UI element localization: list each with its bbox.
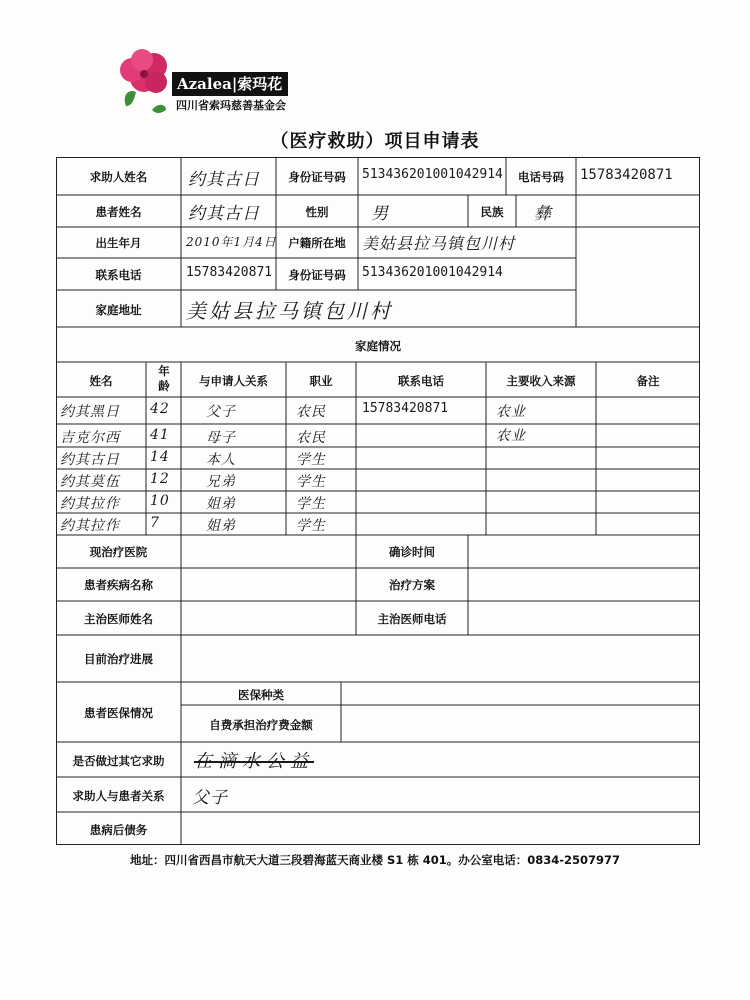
label-insurance-type: 医保种类 xyxy=(238,688,284,702)
label-progress: 目前治疗进展 xyxy=(84,652,153,666)
family-relation[interactable]: 姐弟 xyxy=(206,496,236,512)
family-name[interactable]: 吉克尔西 xyxy=(60,430,120,446)
form-title: （医疗救助）项目申请表 xyxy=(270,131,480,152)
family-age[interactable]: 42 xyxy=(150,401,170,417)
label-insurance: 患者医保情况 xyxy=(84,706,153,720)
label-doctor-name: 主治医师姓名 xyxy=(84,612,153,626)
family-name[interactable]: 约其古日 xyxy=(60,452,120,468)
label-disease-name: 患者疾病名称 xyxy=(84,578,153,592)
family-relation[interactable]: 母子 xyxy=(206,430,236,446)
label-household: 户籍所在地 xyxy=(288,236,346,250)
other-help-value[interactable]: 在滴水公益 xyxy=(194,751,314,772)
family-relation[interactable]: 姐弟 xyxy=(206,518,236,534)
label-current-hospital: 现治疗医院 xyxy=(89,545,148,559)
label-self-pay: 自费承担治疗费金额 xyxy=(209,718,313,732)
family-relation[interactable]: 兄弟 xyxy=(206,474,236,490)
brand-name: Azalea|索玛花 xyxy=(172,72,288,96)
family-name[interactable]: 约其莫伍 xyxy=(60,474,120,490)
label-phone: 电话号码 xyxy=(518,170,564,184)
family-header-relation: 与申请人关系 xyxy=(199,374,268,388)
label-diagnosis-time: 确诊时间 xyxy=(389,545,435,559)
family-relation[interactable]: 本人 xyxy=(206,452,236,468)
family-header-note: 备注 xyxy=(636,374,660,388)
label-id-number: 身份证号码 xyxy=(288,170,346,184)
family-section-title: 家庭情况 xyxy=(355,339,401,353)
address-value[interactable]: 美姑县拉马镇包川村 xyxy=(186,299,393,323)
label-patient-name: 患者姓名 xyxy=(95,205,142,219)
family-job[interactable]: 学生 xyxy=(296,452,326,468)
family-name[interactable]: 约其拉作 xyxy=(60,496,120,512)
family-job[interactable]: 农民 xyxy=(296,404,326,420)
label-gender: 性别 xyxy=(305,205,329,219)
family-age[interactable]: 7 xyxy=(150,515,160,531)
azalea-flower-icon xyxy=(112,44,176,120)
gender-value[interactable]: 男 xyxy=(371,204,389,224)
family-name[interactable]: 约其拉作 xyxy=(60,518,120,534)
label-debt: 患病后债务 xyxy=(89,823,148,837)
family-income[interactable]: 农业 xyxy=(496,404,526,420)
family-phone[interactable]: 15783420871 xyxy=(362,401,449,416)
label-other-help: 是否做过其它求助 xyxy=(72,754,165,768)
label-id-number-2: 身份证号码 xyxy=(288,268,346,282)
label-applicant-name: 求助人姓名 xyxy=(89,170,148,184)
family-header-income: 主要收入来源 xyxy=(506,374,576,388)
family-income[interactable]: 农业 xyxy=(496,428,526,444)
birth-date-value[interactable]: 2010年1月4日 xyxy=(186,235,277,249)
foundation-logo xyxy=(112,44,312,120)
footer-contact: 地址：四川省西昌市航天大道三段碧海蓝天商业楼 S1 栋 401。办公室电话：0834-2507977 xyxy=(129,853,621,867)
label-birth-date: 出生年月 xyxy=(95,236,142,250)
family-header-age: 年龄 xyxy=(158,364,170,393)
family-relation[interactable]: 父子 xyxy=(206,404,236,420)
family-header-name: 姓名 xyxy=(89,374,113,388)
ethnicity-value[interactable]: 彝 xyxy=(534,204,552,224)
label-treatment-plan: 治疗方案 xyxy=(389,578,435,592)
label-doctor-phone: 主治医师电话 xyxy=(377,612,447,626)
family-age[interactable]: 14 xyxy=(150,449,170,465)
phone-value[interactable]: 15783420871 xyxy=(580,167,673,183)
label-contact-phone: 联系电话 xyxy=(95,268,142,282)
family-job[interactable]: 学生 xyxy=(296,474,326,490)
contact-phone-value[interactable]: 15783420871 xyxy=(186,265,273,280)
family-job[interactable]: 学生 xyxy=(296,518,326,534)
label-ethnicity: 民族 xyxy=(480,205,504,219)
family-header-phone: 联系电话 xyxy=(398,374,444,388)
family-job[interactable]: 学生 xyxy=(296,496,326,512)
family-header-job: 职业 xyxy=(309,374,333,388)
family-age[interactable]: 10 xyxy=(150,493,170,509)
relation-value[interactable]: 父子 xyxy=(192,788,228,808)
label-address: 家庭地址 xyxy=(95,303,142,317)
id-number-value[interactable]: 513436201001042914 xyxy=(362,167,503,182)
patient-name-value[interactable]: 约其古日 xyxy=(188,204,260,224)
label-relation: 求助人与患者关系 xyxy=(72,789,165,803)
family-age[interactable]: 12 xyxy=(150,471,170,487)
family-job[interactable]: 农民 xyxy=(296,430,326,446)
family-age[interactable]: 41 xyxy=(150,427,170,443)
applicant-name-value[interactable]: 约其古日 xyxy=(188,170,260,190)
foundation-name: 四川省索玛慈善基金会 xyxy=(176,99,286,112)
family-name[interactable]: 约其黑日 xyxy=(60,404,120,420)
id-number-2-value[interactable]: 513436201001042914 xyxy=(362,265,503,280)
application-form xyxy=(56,157,700,845)
household-value[interactable]: 美姑县拉马镇包川村 xyxy=(362,234,516,253)
